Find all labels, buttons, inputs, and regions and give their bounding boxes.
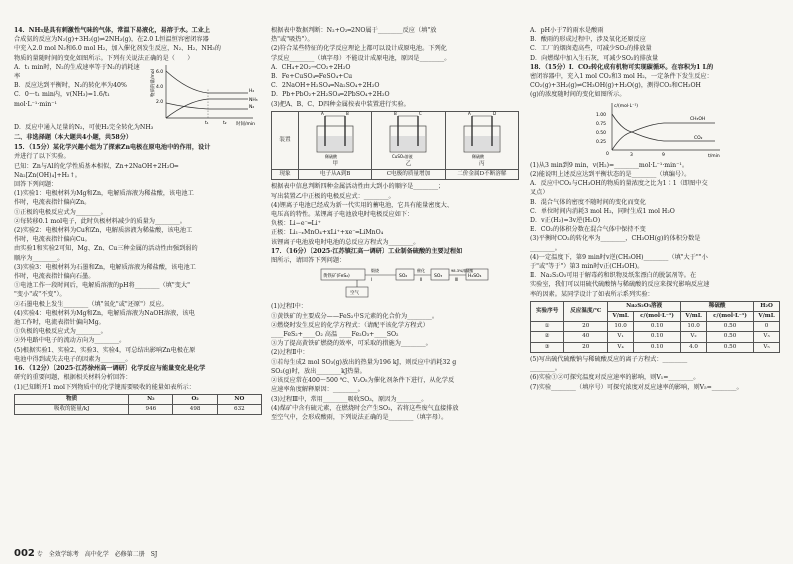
q16-option-b: B．Fe+CuSO₄═FeSO₄+Cu — [271, 73, 353, 81]
q15-line: ①负极的电极反应式为________。 — [14, 328, 107, 336]
device-name: 甲 — [332, 161, 338, 168]
q17-line: ②燃烧时发生反应的化学方程式：（请配平该化学方程式） — [271, 321, 429, 329]
q14-line: 物质的量随时间的变化如图所示。下列有关说法正确的是（ ） — [14, 54, 194, 62]
q16-line: 16．（12分）〔2025·江苏徐州高一调研〕化学反应与能量变化是化学 — [14, 365, 206, 373]
nh3-curve — [166, 99, 248, 118]
graph2-xtick: 3 — [630, 152, 633, 158]
graph1-xlabel: 时间/min — [236, 121, 256, 127]
q18-line: (1)从3 min到9 min，v(H₂)=________mol·L⁻¹·min⁻¹。 — [530, 161, 689, 169]
q17-option-b: B．酸雨的形成过程中，涉及氧化还原反应 — [530, 36, 646, 44]
q18-line: (7)实验________（填序号）可探究浓度对反应速率的影响，则V₅=________。 — [530, 383, 743, 391]
q15-line: (5)根据实验1、实验2、实验3、实验4，可总结出影响Zn电极在原 — [14, 346, 196, 354]
bond-energy-table — [14, 394, 262, 415]
q14-line: 14．NH₃是具有刺激性气味的气体，常温下易液化，易溶于水。工业上 — [14, 27, 211, 34]
graph2-label-ch3oh: CH₃OH — [690, 116, 706, 122]
q18-line: D．v正(H₂)=3v逆(H₂O) — [530, 217, 601, 225]
concentration-time-graph — [590, 100, 730, 158]
q15-line: 电池中得到或失去电子的因素为________。 — [14, 355, 132, 363]
table-header: H₂O — [754, 301, 780, 311]
device-label: 稀硫酸 — [325, 153, 338, 159]
q18-line: A．反应中CO₂与CH₃OH的物质的量浓度之比为1∶1（即图中交 — [530, 180, 708, 188]
q15-line: 15．（15分）某化学兴趣小组为了探索Zn电极在原电池中的作用，设计 — [14, 144, 211, 152]
table-cell: 0.50 — [706, 332, 753, 342]
graph2-xtick: 9 — [662, 152, 665, 158]
q14-line: 合成氨的反应为N₂(g)+3H₂(g)⇌2NH₃(g)，在2.0 L恒温恒容密闭容器 — [14, 36, 209, 44]
q18-line: C．单位时间内消耗3 mol H₂，同时生成1 mol H₂O — [530, 207, 675, 215]
q16-line: (2)符合某些特征的化学反应理论上都可以设计成原电池。下列化 — [271, 45, 447, 53]
q15-line: ②每转移0.1 mol电子，此时负极材料减少的质量为________。 — [14, 217, 186, 225]
q17-line: 图所示，请回答下列问题： — [271, 257, 346, 265]
table-header: 稀硫酸 — [681, 301, 754, 311]
svg-text:A: A — [321, 110, 324, 116]
graph2-ylabel: c/(mol·L⁻¹) — [614, 103, 639, 109]
device-header: 装置 — [272, 111, 299, 169]
q18-line: Ⅱ．Na₂S₂O₃可用于解毒药和织物及纸浆漂白的脱氯剂等。在 — [530, 272, 697, 280]
table-cell: 4.0 — [681, 342, 707, 352]
q16-option-a: A．CH₄+2O₂→CO₂+2H₂O — [271, 63, 351, 71]
device-table — [271, 111, 519, 181]
device-name: 乙 — [405, 161, 412, 168]
q17-line: (2)过程Ⅱ中： — [271, 349, 309, 357]
graph2-ytick: 1.00 — [596, 112, 607, 118]
graph1-t1: t₁ — [205, 120, 209, 126]
column-1 — [14, 26, 262, 415]
q18-line: (5)写出硫代硫酸钠与稀硫酸反应的离子方程式：________ — [530, 355, 688, 363]
q14-line: 中充入2.0 mol N₂和6.0 mol H₂，加入催化剂发生反应，N₂、H₂、NH₃的 — [14, 45, 221, 53]
footer-text: 专 全效学练考 高中化学 必修第二册 SJ — [36, 551, 158, 558]
q15-line: ①电池工作一段时间后，电解质溶液的pH将________（填"变大" — [14, 282, 190, 290]
q18-line: ________。 — [530, 244, 561, 252]
q17-option-c: C．工厂的烟囱造高些，可减少SO₂的排放量 — [530, 45, 652, 53]
q18-line: CO₂(g)+3H₂(g)⇌CH₃OH(g)+H₂O(g)，测得CO₂和CH₃OH — [530, 82, 701, 90]
q17-line: 应速率角度解释原因：________。 — [271, 386, 364, 394]
table-header: Na₂S₂O₃溶液 — [608, 301, 681, 311]
q14-option-c: C．0～t₁ min内，v(NH₃)=1.6/t₁ mol·L⁻¹·min⁻¹ — [14, 91, 110, 108]
graph2-ytick: 0 — [606, 151, 609, 157]
svg-text:B: B — [346, 110, 349, 116]
q17-line: SO₂(g)时，放出________kJ热量。 — [271, 367, 366, 375]
graph2-ytick: 0.75 — [596, 121, 607, 127]
q14-amount-time-graph — [148, 63, 258, 127]
svg-text:B: B — [394, 110, 398, 116]
q18-line: 叉点） — [530, 189, 549, 197]
section-2-title: 二、非选择题（本大题共4小题，共58分） — [14, 134, 133, 142]
table-subheader: V/mL — [754, 312, 780, 322]
table-cell: 632 — [217, 404, 261, 414]
phenomenon-cell: 二价金属D不断溶解 — [445, 170, 518, 180]
q15-line: 作时，电流表指针偏向Zn。 — [14, 199, 91, 207]
table-header: NO — [217, 394, 261, 404]
q17-line: ____FeS₂+____O₂ 高温 ____Fe₂O₃+____SO₂ — [271, 331, 399, 339]
table-cell: V₄ — [608, 342, 634, 352]
table-header: N₂ — [129, 394, 173, 404]
experiment-table — [530, 301, 780, 353]
table-cell: 10.0 — [608, 322, 634, 332]
n2-curve — [166, 103, 248, 109]
table-row — [531, 322, 780, 332]
q18-line: 18．（15分）Ⅰ．CO₂转化成有机物可实现碳循环。在容积为1 L的 — [530, 63, 714, 71]
table-cell: 40 — [564, 332, 608, 342]
table-cell: 498 — [173, 404, 217, 414]
device-label: CuSO₄溶液 — [392, 153, 414, 159]
q15-line: 顺序为________。 — [14, 254, 64, 262]
q18-line: (2)能说明上述反应达到平衡状态的是________（填编号）。 — [530, 171, 691, 179]
sulfuric-acid-flow-diagram — [271, 265, 511, 299]
q17-line: ③为了提高黄铁矿燃烧的效率，可采取的措施为________。 — [271, 340, 432, 348]
q15-line: ②石墨电极上发生________（填"氧化"或"还原"）反应。 — [14, 300, 168, 308]
flow-step: H₂SO₄ — [468, 274, 482, 280]
q17-line: (1)过程Ⅰ中： — [271, 303, 307, 311]
table-cell: V₃ — [754, 332, 780, 342]
q15-line: ②外电路中电子的流动方向为________。 — [14, 337, 126, 345]
q16-line: 正极：Li₁₋ₓMnO₄+xLi⁺+xe⁻═LiMnO₄ — [271, 229, 384, 237]
table-cell: 0.10 — [633, 332, 680, 342]
svg-text:Ⅰ: Ⅰ — [371, 277, 373, 283]
device-cell-jia — [299, 111, 372, 169]
table-cell: V₁ — [608, 332, 634, 342]
q16-line: 写出装置乙中正极的电极反应式：________。 — [271, 192, 395, 200]
q17-line: 17．（16分）〔2025·江苏镇江高一调研〕工业制备硫酸的主要过程如 — [271, 247, 463, 255]
q17-option-d: D．向燃煤中加入生石灰，可减少SO₂的排放量 — [530, 54, 659, 62]
q16-line: 研究的重要问题，根据相关材料分析回答： — [14, 374, 132, 382]
q15-line: 回答下列问题： — [14, 181, 58, 189]
graph1-label-nh3: NH₃ — [249, 97, 258, 103]
table-header: 反应温度/℃ — [564, 301, 608, 321]
q15-line: 作时，电流表指针偏向石墨。 — [14, 273, 95, 281]
flow-step: SO₂ — [399, 274, 408, 280]
q15-line: 由实验1和实验2可知，Mg、Zn、Cu三种金属的活动性由强到弱的 — [14, 245, 198, 253]
q18-line: (4)一定温度下，第9 min时v逆(CH₃OH)________（填"大于""小 — [530, 253, 708, 261]
device-label: 稀硫酸 — [471, 153, 484, 159]
q17-line: ①若每生成2 mol SO₃(g)放出的热量为196 kJ，则反应中消耗32 g — [271, 358, 457, 366]
q16-line: 负极：Li−e⁻═Li⁺ — [271, 220, 321, 228]
svg-text:A: A — [467, 110, 471, 116]
graph1-t2: t₂ — [223, 120, 227, 126]
graph1-ytick: 2.0 — [156, 99, 164, 105]
flow-air: 空气 — [350, 291, 359, 297]
q15-line: (1)实验1：电极材料为Mg和Zn，电解质溶液为稀盐酸，该电池工 — [14, 190, 194, 198]
table-cell: ① — [531, 322, 564, 332]
q15-line: 已知：Zn与Al的化学性质基本相似，Zn+2NaOH+2H₂O═ — [14, 162, 179, 170]
beaker-diagram — [378, 110, 438, 159]
table-cell: 10.0 — [681, 322, 707, 332]
q15-line: (4)实验4：电极材料为Mg和Zn，电解质溶液为NaOH溶液，该电 — [14, 309, 195, 317]
q16-line: 根据表中信息判断四种金属活动性由大到小的顺序是________； — [271, 183, 445, 191]
q15-line: 作时，电流表指针偏向Cu。 — [14, 236, 91, 244]
table-header: 物质 — [15, 394, 129, 404]
flow-step: 黄铁矿(FeS₂) — [323, 274, 350, 280]
q16-line: (4)锂离子电池已经成为新一代实用的蓄电池，它具有能量密度大、 — [271, 201, 454, 209]
q18-line: (6)实验①②可探究温度对反应速率的影响，则V₁=________。 — [530, 374, 700, 382]
device-cell-yi — [372, 111, 445, 169]
page-footer — [14, 548, 157, 559]
q15-line: ①正极的电极反应式为________。 — [14, 208, 107, 216]
table-header: O₂ — [173, 394, 217, 404]
table-cell: ② — [531, 332, 564, 342]
q15-line: Na₂[Zn(OH)₄]+H₂↑。 — [14, 171, 81, 179]
q17-line: (4)煤矿中含有硫元素，在燃烧时会产生SO₂，若将这些废气直接排放 — [271, 404, 459, 412]
q16-option-d: D．Pb+PbO₂+2H₂SO₄═2PbSO₄+2H₂O — [271, 91, 390, 99]
table-cell: 0.50 — [706, 342, 753, 352]
column-2 — [271, 26, 519, 422]
q16-line: 电压高的特性。某锂离子电池放电时电极反应如下： — [271, 211, 414, 219]
table-cell: 20 — [564, 322, 608, 332]
graph1-ylabel: 物质的量/mol — [151, 68, 156, 97]
phenomenon-cell: C电极的质量增加 — [372, 170, 445, 180]
q16-line: (1)已知断开1 mol下列物质中的化学键需要吸收的能量如表所示： — [14, 383, 195, 391]
graph1-ytick: 4.0 — [156, 84, 164, 90]
q18-line: ________。 — [530, 365, 561, 373]
table-subheader: V/mL — [681, 312, 707, 322]
phenomenon-header: 现象 — [272, 170, 299, 180]
table-subheader: V/mL — [608, 312, 634, 322]
table-header: 实验序号 — [531, 301, 564, 321]
graph1-label-n2: N₂ — [249, 104, 255, 110]
q18-line: 密闭容器中，充入1 mol CO₂和3 mol H₂，一定条件下发生反应： — [530, 73, 713, 81]
q18-line: 于"或"等于"）第3 min时v正(CH₃OH)。 — [530, 263, 644, 271]
svg-text:Ⅱ: Ⅱ — [420, 277, 422, 283]
h2-curve — [166, 71, 248, 93]
q18-line: B．混合气体的密度不随时间的变化而变化 — [530, 198, 646, 206]
table-cell: 0 — [754, 322, 780, 332]
svg-text:C: C — [419, 110, 423, 116]
graph2-ytick: 0.25 — [596, 139, 607, 145]
graph2-ytick: 0.50 — [596, 130, 607, 136]
q15-line: 池工作时，电流表指针偏向Mg。 — [14, 319, 105, 327]
table-cell: 0.10 — [633, 342, 680, 352]
q18-line: 实验室，我们可以用硫代硫酸钠与稀硫酸的反应来探究影响反应速 — [530, 281, 710, 289]
q15-line: 并进行了以下实验。 — [14, 153, 70, 161]
table-row — [531, 332, 780, 342]
q14-option-d: D．反应中通入足量的N₂，可使H₂完全转化为NH₃ — [14, 123, 154, 131]
svg-text:Ⅲ: Ⅲ — [455, 277, 458, 283]
q17-line: ②该反应常在400～500 ℃、V₂O₅为催化剂条件下进行，从化学反 — [271, 377, 455, 385]
beaker-diagram — [452, 110, 512, 159]
q15-line: (3)实验3：电极材料为石墨和Zn，电解质溶液为稀盐酸，该电池工 — [14, 263, 196, 271]
q18-line: (g)的浓度随时间的变化如图所示。 — [530, 91, 626, 99]
table-cell: 吸收的能量/kJ — [15, 404, 129, 414]
graph1-ytick: 6.0 — [156, 69, 164, 75]
table-cell: V₅ — [754, 342, 780, 352]
device-cell-bing — [445, 111, 518, 169]
q14-option-a: A．t₁ min时，N₂的生成速率等于N₂的消耗速率 — [14, 63, 140, 81]
table-cell: 946 — [129, 404, 173, 414]
column-3 — [530, 26, 780, 392]
q16-line: (3)把A、B、C、D四种金属按表中装置进行实验。 — [271, 100, 410, 108]
table-cell: ③ — [531, 342, 564, 352]
table-cell: 20 — [564, 342, 608, 352]
table-row — [531, 342, 780, 352]
q17-line: ①黄铁矿的主要成分——FeS₂中S元素的化合价为________。 — [271, 312, 439, 320]
q17-option-a: A．pH小于7的雨水是酸雨 — [530, 27, 604, 34]
graph2-xlabel: t/min — [708, 153, 720, 159]
q16-line: 热"或"吸热"）。 — [271, 36, 314, 44]
table-cell: V₂ — [681, 332, 707, 342]
flow-step: SO₃ — [434, 274, 443, 280]
q15-line: (2)实验2：电极材料为Cu和Zn，电解质溶液为稀盐酸，该电池工 — [14, 227, 193, 235]
q18-line: E．CO₂的体积分数在混合气体中保持不变 — [530, 226, 646, 234]
q16-option-c: C．2NaOH+H₂SO₄═Na₂SO₄+2H₂O — [271, 82, 380, 90]
phenomenon-cell: 电子从A到B — [299, 170, 372, 180]
q16-line: 该锂离子电池放电时电池的总反应方程式为________。 — [271, 238, 420, 246]
table-subheader: c/(mol·L⁻¹) — [633, 312, 680, 322]
q15-line: "变小"或"不变"）。 — [14, 291, 66, 299]
q16-line: 根据表中数据判断：N₂+O₂═2NO属于________反应（填"放 — [271, 27, 437, 34]
q16-line: 学反应________（填字母）不能设计成原电池，原因是________。 — [271, 54, 451, 62]
svg-text:D: D — [492, 110, 496, 116]
table-cell: 0.50 — [706, 322, 753, 332]
q18-line: 率的因素。某同学设计了如表所示系列实验： — [530, 290, 654, 298]
q14-option-b: B．反应达到平衡时，N₂的转化率为40% — [14, 82, 127, 90]
table-cell: 0.10 — [633, 322, 680, 332]
q17-line: 至空气中，会形成酸雨，下列说法正确的是________（填字母）。 — [271, 413, 448, 421]
flow-step-label: 98.3%浓硫酸 — [451, 269, 474, 274]
flow-step-label: 催化 — [417, 268, 425, 274]
table-subheader: c/(mol·L⁻¹) — [706, 312, 753, 322]
page-number: 002 — [14, 548, 35, 559]
q18-line: (3)平衡时CO₂的转化率为________，CH₃OH(g)的体积分数是 — [530, 235, 701, 243]
graph2-label-co2: CO₂ — [694, 135, 703, 141]
q17-line: (3)过程Ⅲ中，常用________吸收SO₃，原因为________。 — [271, 395, 428, 403]
beaker-diagram — [305, 110, 365, 159]
device-name: 丙 — [479, 161, 485, 168]
graph1-label-h2: H₂ — [249, 88, 255, 94]
flow-step-label: 煅烧 — [371, 268, 379, 274]
